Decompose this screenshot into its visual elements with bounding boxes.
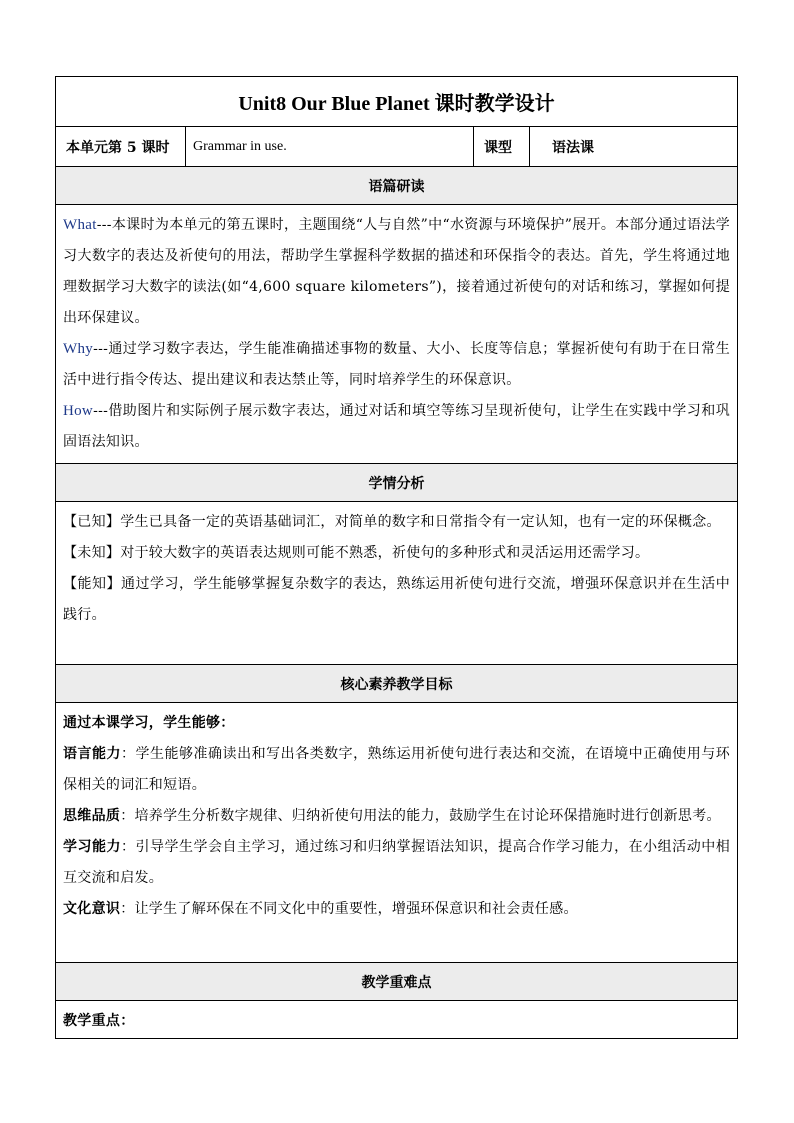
focus-label: 教学重点： (63, 1013, 135, 1029)
how-paragraph (63, 396, 730, 458)
document-title (56, 77, 737, 127)
how-text: ---借助图片和实际例子展示数字表达，通过对话和填空等练习呈现祈使句，让学生在实践中学习和巩固语法知识。 (63, 403, 730, 450)
why-paragraph (63, 334, 730, 396)
key-points-body (56, 1001, 737, 1039)
learner-analysis-heading-text: 学情分析 (368, 475, 425, 492)
what-label: What (63, 217, 97, 233)
key-points-heading (56, 963, 737, 1001)
lesson-topic-cell: Grammar in use. (186, 127, 474, 166)
learner-analysis-body (56, 502, 737, 665)
goals-heading (56, 665, 737, 703)
why-text: ---通过学习数字表达，学生能准确描述事物的数量、大小、长度等信息；掌握祈使句有助于在日常生活中进行指令传达、提出建议和表达禁止等，同时培养学生的环保意识。 (63, 341, 730, 388)
thinking-label: 思维品质 (63, 808, 121, 824)
ability-paragraph: 【能知】通过学习，学生能够掌握复杂数字的表达，熟练运用祈使句进行交流，增强环保意识并在生活中践行。 (63, 576, 730, 623)
learning-label: 学习能力 (63, 839, 122, 855)
what-text: ---本课时为本单元的第五课时，主题围绕“人与自然”中“水资源与环境保护”展开。本部分通过语法学习大数字的表达及祈使句的用法，帮助学生掌握科学数据的描述和环保指令的表达。首先，学生将通过地理数据学习大数字的读法(如“4,600 square kilometers”)，接着通过祈使句的对话和练习，掌握如何提出环保建议。 (63, 217, 730, 326)
lesson-type-label-cell: 课型 (474, 127, 530, 166)
goals-intro: 通过本课学习，学生能够： (63, 715, 235, 731)
text-study-heading (56, 167, 737, 205)
what-paragraph (63, 210, 730, 334)
language-goal (63, 739, 730, 801)
how-label: How (63, 403, 94, 419)
known-paragraph: 【已知】学生已具备一定的英语基础词汇，对简单的数字和日常指令有一定认知，也有一定的环保概念。 (63, 514, 721, 530)
key-points-heading-text: 教学重难点 (361, 974, 432, 991)
thinking-goal (63, 801, 730, 832)
unknown-paragraph: 【未知】对于较大数字的英语表达规则可能不熟悉，祈使句的多种形式和灵活运用还需学习。 (63, 545, 650, 561)
learning-goal (63, 832, 730, 894)
lesson-type-value-cell: 语法课 (552, 139, 594, 156)
why-label: Why (63, 341, 94, 357)
text-study-heading-text: 语篇研读 (368, 178, 425, 195)
learning-text: ：引导学生学会自主学习，通过练习和归纳掌握语法知识，提高合作学习能力，在小组活动中相互交流和启发。 (63, 839, 730, 886)
language-label: 语言能力 (63, 746, 122, 762)
title-text: Unit8 Our Blue Planet 课时教学设计 (238, 93, 555, 115)
text-study-body (56, 205, 737, 464)
lesson-plan-table (55, 76, 738, 1039)
goals-heading-text: 核心素养教学目标 (340, 676, 453, 693)
culture-label: 文化意识 (63, 901, 121, 917)
meta-row (56, 127, 737, 167)
learner-analysis-heading (56, 464, 737, 502)
lesson-number-cell: 本单元第 5 课时 (56, 127, 186, 166)
goals-body (56, 703, 737, 963)
culture-goal (63, 894, 730, 925)
thinking-text: ：培养学生分析数字规律、归纳祈使句用法的能力，鼓励学生在讨论环保措施时进行创新思考。 (120, 808, 721, 824)
language-text: ：学生能够准确读出和写出各类数字，熟练运用祈使句进行表达和交流，在语境中正确使用与环保相关的词汇和短语。 (63, 746, 730, 793)
culture-text: ：让学生了解环保在不同文化中的重要性，增强环保意识和社会责任感。 (120, 901, 578, 917)
